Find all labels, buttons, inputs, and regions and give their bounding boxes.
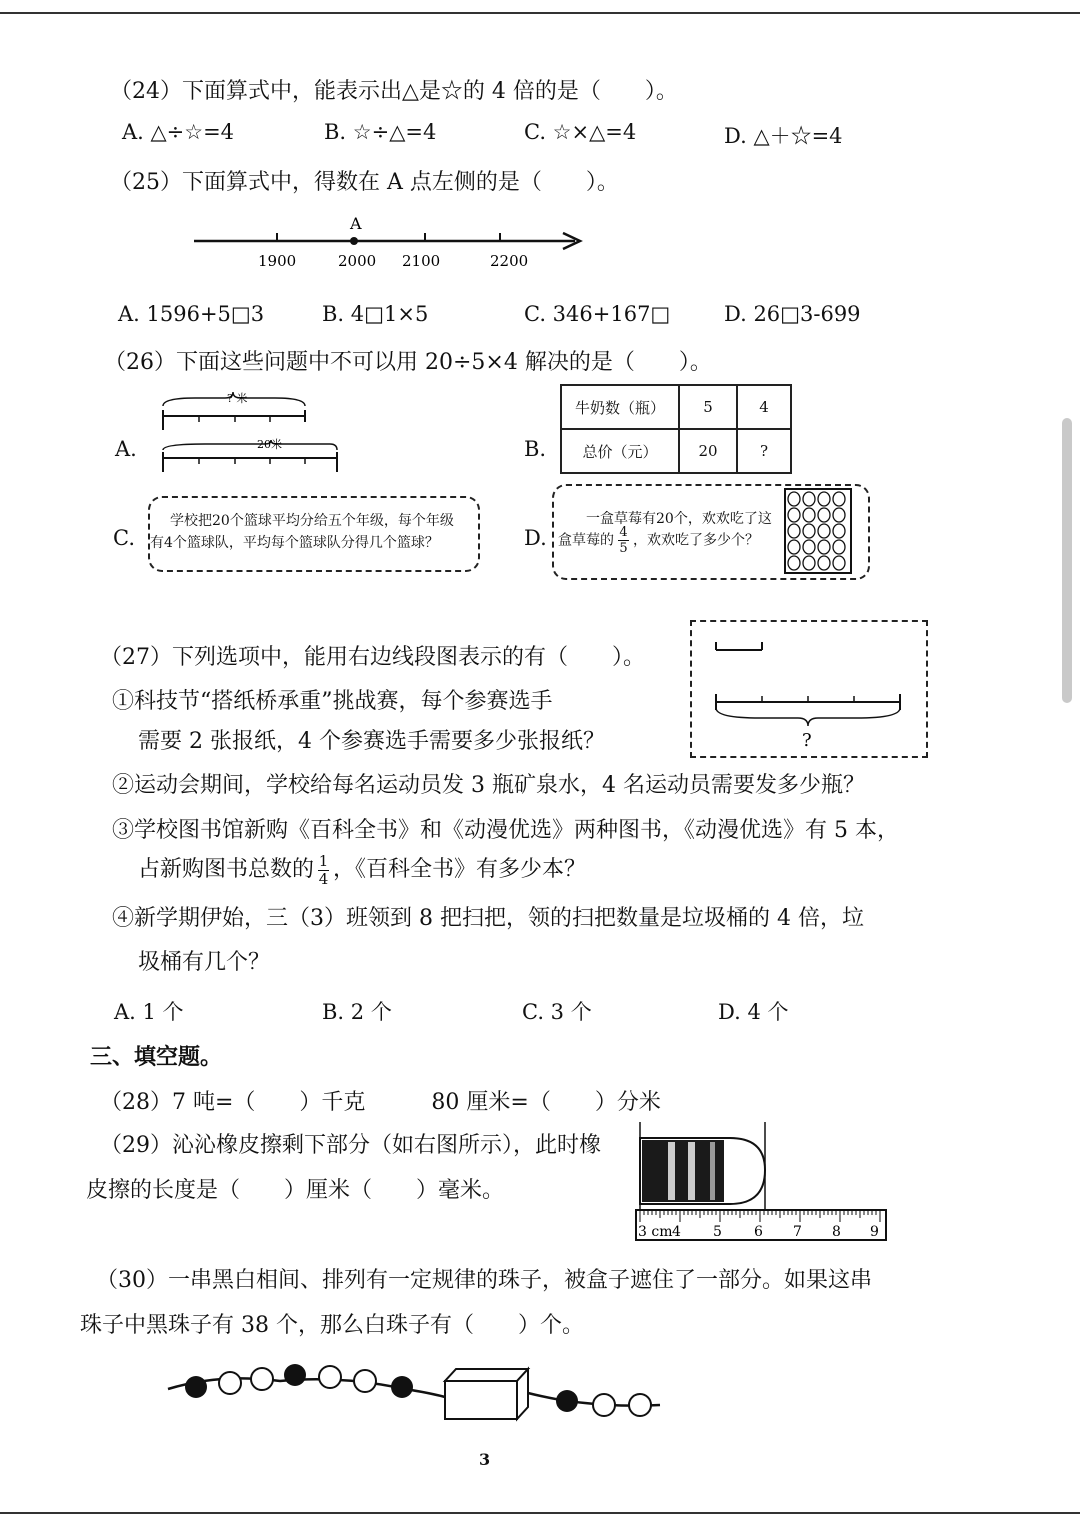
q28-text: （28）7 吨=（ ）千克 80 厘米=（ ）分米 — [100, 1090, 661, 1115]
q27-option-c: C. 3 个 — [522, 1000, 592, 1024]
q30-line2: 珠子中黑珠子有 38 个，那么白珠子有（ ）个。 — [80, 1313, 584, 1338]
q27-stem: （27）下列选项中，能用右边线段图表示的有（ ）。 — [100, 645, 645, 670]
strawberry-icon — [803, 508, 815, 522]
q27-option-b: B. 2 个 — [322, 1000, 392, 1024]
q27-item1-b: 需要 2 张报纸，4 个参赛选手需要多少张报纸？ — [138, 729, 605, 754]
strawberry-icon — [833, 556, 845, 570]
table-header-price: 总价（元） — [561, 429, 679, 473]
strawberry-icon — [788, 524, 800, 538]
strawberry-icon — [818, 508, 830, 522]
q25-option-a: A. 1596+5□3 — [118, 302, 265, 326]
strawberry-icon — [788, 492, 800, 506]
segment-bottom-label: 20米 — [257, 438, 282, 451]
q29-line1: （29）沁沁橡皮擦剩下部分（如右图所示），此时橡 — [100, 1133, 601, 1158]
table-cell: 4 — [737, 385, 791, 429]
q24-stem: （24）下面算式中，能表示出△是☆的 4 倍的是（ ）。 — [110, 79, 678, 104]
milk-price-table — [560, 384, 792, 474]
scrollbar-thumb[interactable] — [1062, 418, 1072, 703]
strawberry-icon — [833, 492, 845, 506]
bead-string-image — [160, 1355, 670, 1425]
fraction-four-fifths: $\frac{4}{5}$ — [619, 525, 628, 556]
q27-item3-a: ③学校图书馆新购《百科全书》和《动漫优选》两种图书，《动漫优选》有 5 本， — [112, 818, 899, 843]
fraction-one-quarter: $\frac{1}{4}$ — [318, 851, 329, 888]
ruler-label-7: 7 — [793, 1224, 802, 1240]
q26-segment-diagram — [155, 388, 350, 478]
ruler-label-6: 6 — [754, 1224, 763, 1240]
q27-item1-a: ①科技节“搭纸桥承重”挑战赛，每个参赛选手 — [112, 689, 553, 714]
q26-letter-a: A. — [115, 437, 137, 461]
q26-stem: （26）下面这些问题中不可以用 20÷5×4 解决的是（ ）。 — [104, 350, 712, 375]
strawberry-icon — [818, 540, 830, 554]
q25-option-d: D. 26□3-699 — [724, 302, 861, 326]
q26-option-c-line1: 学校把20个篮球平均分给五个年级，每个年级 — [170, 513, 454, 529]
tick-label-2000: 2000 — [338, 252, 377, 270]
page-number: 3 — [479, 1450, 491, 1469]
section-title: 三、填空题。 — [90, 1044, 223, 1070]
q26-option-c-line2: 有4个篮球队，平均每个篮球队分得几个篮球？ — [150, 535, 439, 551]
strawberry-icon — [803, 556, 815, 570]
q26-letter-d: D. — [524, 526, 547, 550]
q27-option-d: D. 4 个 — [718, 1000, 789, 1024]
strawberry-icon — [818, 524, 830, 538]
table-cell: 20 — [679, 429, 737, 473]
tick-label-1900: 1900 — [258, 252, 297, 270]
strawberry-icon — [788, 556, 800, 570]
eraser-ruler-image — [620, 1120, 895, 1245]
q26-option-d-line2-pre: 盒草莓的 — [558, 532, 614, 549]
q27-item3-b — [138, 852, 586, 887]
q25-option-c: C. 346+167□ — [524, 302, 671, 326]
ruler-label-4: 4 — [672, 1224, 681, 1240]
ruler-label-3cm: 3 cm — [638, 1224, 673, 1240]
q26-letter-c: C. — [113, 526, 135, 550]
q24-option-b: B. ☆÷△=4 — [324, 120, 437, 144]
table-header-milk: 牛奶数（瓶） — [561, 385, 679, 429]
q26-option-d-line1: 一盒草莓有20个，欢欢吃了这 — [586, 511, 772, 527]
strawberry-icon — [788, 540, 800, 554]
q27-item3-b-pre: 占新购图书总数的 — [138, 857, 315, 882]
q29-line2: 皮擦的长度是（ ）厘米（ ）毫米。 — [86, 1178, 505, 1203]
q24-option-c: C. ☆×△=4 — [524, 120, 637, 144]
bottom-border-line — [0, 1512, 1080, 1514]
q27-item4-a: ④新学期伊始，三（3）班领到 8 把扫把，领的扫把数量是垃圾桶的 4 倍，垃 — [112, 906, 864, 931]
strawberry-icon — [818, 492, 830, 506]
top-border-line — [0, 12, 1080, 14]
strawberry-icon — [833, 508, 845, 522]
q24-option-d: D. △＋☆=4 — [724, 124, 843, 148]
strawberry-icon — [803, 492, 815, 506]
strawberry-box-image — [784, 488, 852, 574]
table-cell: ? — [737, 429, 791, 473]
ruler-label-5: 5 — [713, 1224, 722, 1240]
ruler-label-8: 8 — [832, 1224, 841, 1240]
strawberry-icon — [833, 540, 845, 554]
strawberry-icon — [803, 540, 815, 554]
segment-top-label: ? 米 — [227, 392, 248, 405]
point-a-label: A — [350, 214, 362, 233]
table-cell: 5 — [679, 385, 737, 429]
q27-item4-b: 圾桶有几个？ — [138, 950, 271, 975]
q25-option-b: B. 4□1×5 — [322, 302, 429, 326]
strawberry-icon — [833, 524, 845, 538]
q26-letter-b: B. — [524, 437, 547, 461]
tick-label-2100: 2100 — [402, 252, 441, 270]
number-line — [180, 205, 600, 275]
q30-line1: （30）一串黑白相间、排列有一定规律的珠子，被盒子遮住了一部分。如果这串 — [96, 1268, 872, 1293]
q27-diagram-question: ? — [802, 730, 812, 750]
strawberry-icon — [803, 524, 815, 538]
q24-option-a: A. △÷☆=4 — [122, 120, 235, 144]
q25-stem: （25）下面算式中，得数在 A 点左侧的是（ ）。 — [110, 170, 619, 195]
tick-label-2200: 2200 — [490, 252, 529, 270]
q27-option-a: A. 1 个 — [114, 1000, 184, 1024]
strawberry-icon — [818, 556, 830, 570]
q27-item3-b-post: ，《百科全书》有多少本？ — [333, 857, 587, 882]
q27-segment-diagram — [700, 630, 915, 750]
ruler-label-9: 9 — [870, 1224, 879, 1240]
q27-item2: ②运动会期间，学校给每名运动员发 3 瓶矿泉水，4 名运动员需要发多少瓶？ — [112, 773, 865, 798]
strawberry-icon — [788, 508, 800, 522]
q26-option-d-line2-post: ，欢欢吃了多少个？ — [633, 532, 759, 549]
q26-option-d-line2 — [558, 526, 759, 555]
